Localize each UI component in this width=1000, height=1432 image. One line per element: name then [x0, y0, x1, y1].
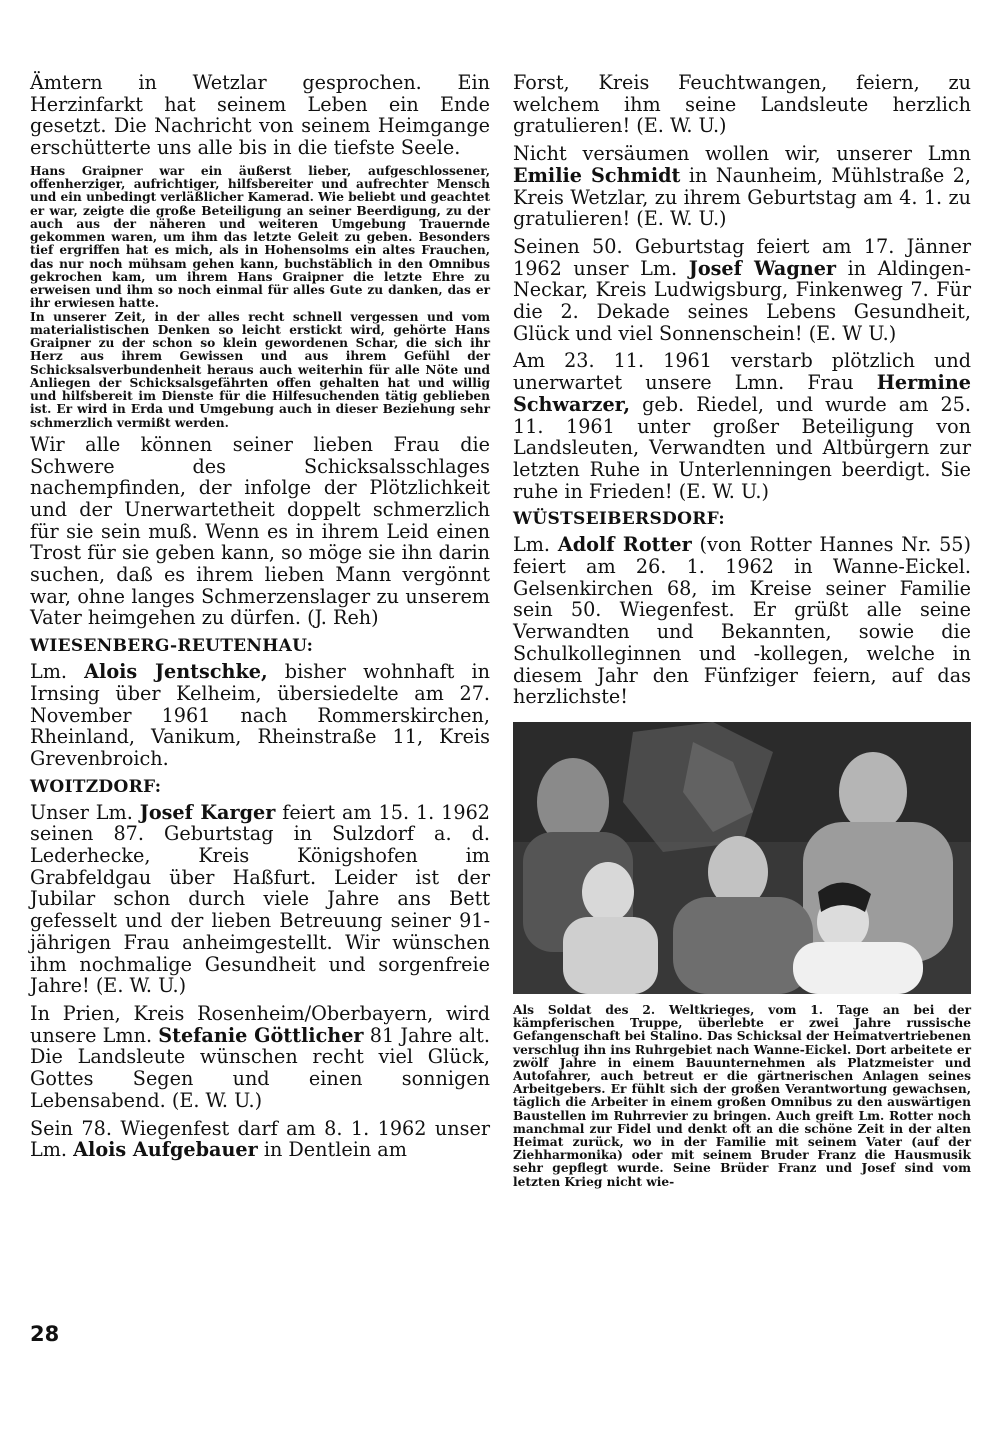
- person-name: Stefanie Göttlicher: [158, 1023, 364, 1047]
- paragraph-wagner: Seinen 50. Geburtstag feiert am 17. Jänner 1962 unser Lm. Josef Wagner in Aldingen-Neckar, Kreis Ludwigsburg, Finkenweg 7. Für die 2. Dekade seines Lebens Gesundheit, Glück und viel Sonnenschein! (E. W U.): [513, 234, 971, 345]
- section-heading-woitzdorf: WOITZDORF:: [30, 776, 162, 797]
- paragraph-obituary-zeit: In unserer Zeit, in der alles recht schnell vergessen und vom materialistischen Denken so leicht erstickt wird, gehörte Hans Graipner zu der schon so klein gewordenen Schar, die sich ihr Herz aus ihrem Gewissen und aus ihrem Gefühl der Schicksalsverbundenheit heraus auch weiterhin für alle Nöte und Anliegen der Schicksalsgefährten offen gehalten hat und willig und hilfsbereit im Dienste für die Hilfesuchenden tätig geblieben ist. Er wird in Erda und Umgebung auch in dieser Beziehung sehr schmerzlich vermißt werden.: [30, 309, 490, 430]
- section-heading-wuestseibersdorf: WÜSTSEIBERSDORF:: [513, 509, 725, 530]
- paragraph-aufgebauer: Sein 78. Wiegenfest darf am 8. 1. 1962 unser Lm. Alois Aufgebauer in Dentlein am: [30, 1116, 490, 1162]
- person-name: Adolf Rotter: [557, 533, 692, 557]
- right-column: [513, 72, 971, 1189]
- paragraph-schmidt: Nicht versäumen wollen wir, unserer Lmn Emilie Schmidt in Naunheim, Mühlstraße 2, Kreis Wetzlar, zu ihrem Geburtstag am 4. 1. zu gratulieren! (E. W. U.): [513, 142, 972, 231]
- person-name: Hermine Schwarzer,: [513, 371, 971, 416]
- person-name: Emilie Schmidt: [513, 163, 681, 187]
- paragraph-obituary-condolence: Wir alle können seiner lieben Frau die Schwere des Schicksalsschlages nachempfinden, der infolge der Plötzlichkeit und der Unerwartetheit doppelt schmerzlich für sie sein muß. Wenn es in ihrem Leid einen Trost für sie geben kann, so möge sie ihn darin suchen, daß es ihrem lieben Mann vergönnt war, ohne langes Schmerzenslager zu unserem Vater heimgehen zu dürfen. (J. Reh): [30, 432, 490, 630]
- section-heading-wiesenberg: WIESENBERG-REUTENHAU:: [30, 636, 314, 657]
- paragraph-aufgebauer-cont: Forst, Kreis Feuchtwangen, feiern, zu welchem ihm seine Landsleute herzlich gratulieren! (E. W. U.): [513, 71, 971, 138]
- paragraph-obituary-graipner: Hans Graipner war ein äußerst lieber, aufgeschlossener, offenherziger, aufrichtiger, hilfsbereiter und aufrechter Mensch und ein unbedingt verläßlicher Kamerad. Wie beliebt und geachtet er war, zeigte die große Beteiligung an seiner Beerdigung, zu der auch aus der näheren und weiteren Umgebung Trauernde gekommen waren, um ihm das letzte Geleit zu geben. Besonders tief ergriffen hat es mich, als in Hohensolms ein altes Frauchen, das nur noch mühsam gehen kann, buchstäblich in den Omnibus gekrochen kam, um ihrem Hans Graipner die letzte Ehre zu erweisen und ihm so noch einmal für alles Gute zu danken, das er ihr erwiesen hatte.: [30, 163, 490, 311]
- paragraph-karger: Unser Lm. Josef Karger feiert am 15. 1. 1962 seinen 87. Geburtstag in Sulzdorf a. d. Lederhecke, Kreis Königshofen im Grabfeldgau über Haßfurt. Leider ist der Jubilar schon durch viele Jahre ans Bett gefesselt und der lieben Betreuung seiner 91-jährigen Frau anheimgestellt. Wir wünschen ihm nochmalige Gesundheit und sorgenfreie Jahre! (E. W. U.): [30, 800, 490, 998]
- photo-caption: Als Soldat des 2. Weltkrieges, vom 1. Tage an bei der kämpferischen Truppe, überlebte er zwei Jahre russische Gefangenschaft bei Stalino. Das Schicksal der Heimatvertriebenen verschlug ihn ins Ruhrgebiet nach Wanne-Eickel. Dort arbeitete er zwölf Jahre in einem Bauunternehmen als Platzmeister und Autofahrer, auch betreut er die gärtnerischen Anlagen seines Arbeitgebers. Er fühlt sich der großen Verantwortung gewachsen, täglich die Arbeiter in einem großen Omnibus zu den auswärtigen Baustellen im Ruhrrevier zu bringen. Auch greift Lm. Rotter noch manchmal zur Fidel und denkt oft an die schöne Zeit in der alten Heimat zurück, wo in der Familie mit seinem Vater (auf der Ziehharmonika) oder mit seinem Bruder Franz die Hausmusik sehr gepflegt wurde. Seine Brüder Franz und Josef sind vom letzten Krieg nicht wie-: [513, 1002, 971, 1189]
- paragraph-goettlicher: In Prien, Kreis Rosenheim/Oberbayern, wird unsere Lmn. Stefanie Göttlicher 81 Jahre alt. Die Landsleute wünschen recht viel Glück, Gottes Segen und einen sonnigen Lebensabend. (E. W. U.): [30, 1001, 490, 1112]
- paragraph-schwarzer: Am 23. 11. 1961 verstarb plötzlich und unerwartet unsere Lmn. Frau Hermine Schwarzer, geb. Riedel, und wurde am 25. 11. 1961 unter großer Beteiligung von Landsleuten, Verwandten und Altbürgern zur letzten Ruhe in Unterlenningen beerdigt. Sie ruhe in Frieden! (E. W. U.): [513, 349, 971, 503]
- family-photo-illustration: [513, 722, 971, 994]
- person-name: Josef Karger: [139, 800, 276, 824]
- paragraph-jentschke: Lm. Alois Jentschke, bisher wohnhaft in Irnsing über Kelheim, übersiedelte am 27. November 1961 nach Rommerskirchen, Rheinland, Vanikum, Rheinstraße 11, Kreis Grevenbroich.: [30, 660, 490, 770]
- person-name: Alois Aufgebauer: [73, 1138, 258, 1162]
- left-column: [30, 72, 490, 1167]
- paragraph-obituary-intro: Ämtern in Wetzlar gesprochen. Ein Herzinfarkt hat seinem Leben ein Ende gesetzt. Die Nachricht von seinem Heimgange erschütterte uns alle bis in die tiefste Seele.: [30, 71, 490, 160]
- person-name: Josef Wagner: [688, 256, 837, 280]
- family-photo: [513, 722, 971, 994]
- paragraph-rotter: Lm. Adolf Rotter (von Rotter Hannes Nr. 55) feiert am 26. 1. 1962 in Wanne-Eickel. Gelsenkirchen 68, im Kreise seiner Familie sein 50. Wiegenfest. Er grüßt alle seine Verwandten und Bekannten, sowie die Schulkolleginnen und -kollegen, welche in diesem Jahr den Fünfziger feiern, auf das herzlichste!: [513, 533, 971, 709]
- page-number: 28: [30, 1322, 60, 1346]
- person-name: Alois Jentschke,: [84, 660, 268, 684]
